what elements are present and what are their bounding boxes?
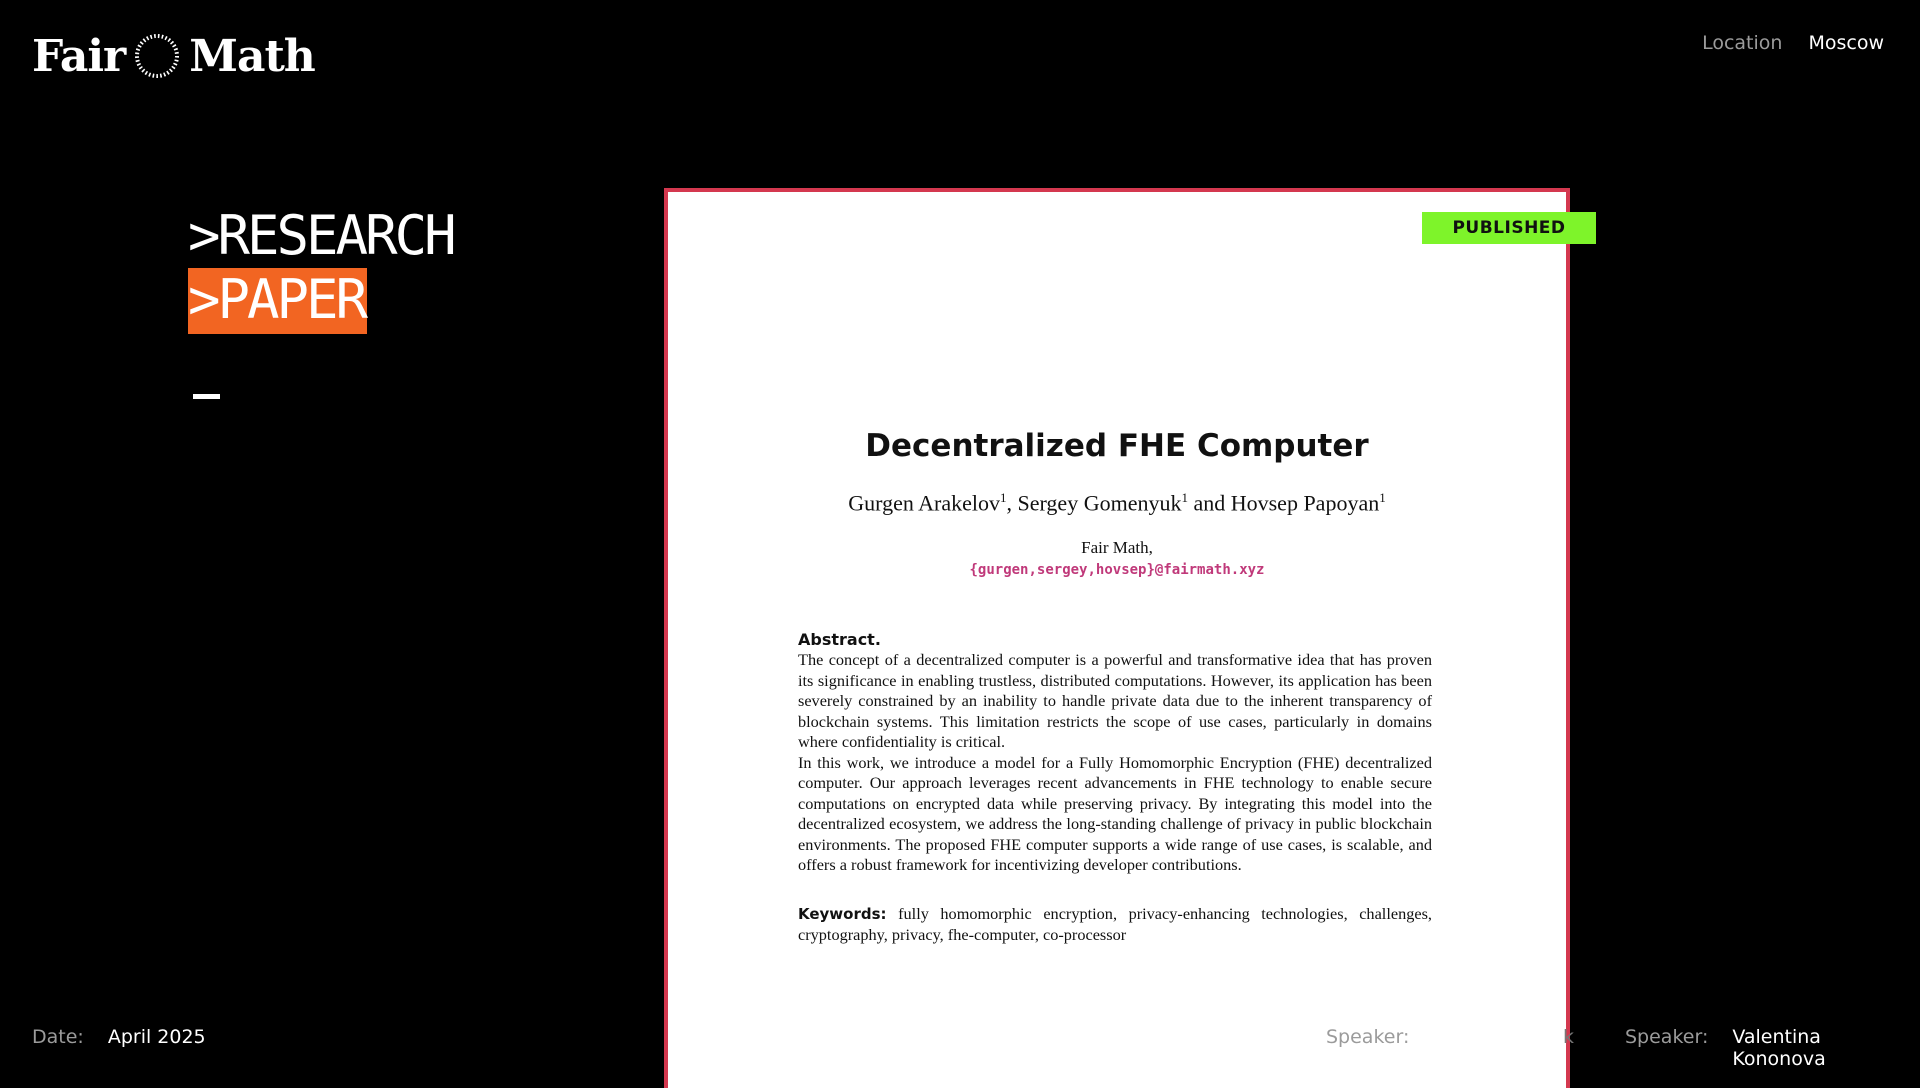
fair-math-logo[interactable] (32, 28, 315, 84)
author-separator: , (1006, 490, 1018, 516)
text-cursor (193, 394, 220, 399)
logo-text-fair: Fair (32, 30, 126, 82)
abstract-heading: Abstract. (798, 630, 881, 649)
abstract-body (798, 650, 1432, 876)
footer-speaker-1 (1326, 1026, 1409, 1048)
author-sup: 1 (1181, 490, 1188, 505)
location-label: Location (1702, 32, 1783, 54)
dotted-ring-icon (133, 32, 181, 80)
paper-authors (668, 490, 1566, 516)
location-value: Moscow (1808, 32, 1884, 54)
paper-title: Decentralized FHE Computer (865, 428, 1369, 464)
logo-text-math: Math (189, 30, 315, 82)
footer-date (32, 1026, 206, 1048)
paper-email[interactable]: {gurgen,sergey,hovsep}@fairmath.xyz (969, 562, 1265, 578)
date-label: Date: (32, 1026, 84, 1048)
abstract-paragraph: The concept of a decentralized computer is a powerful and transformative idea that has proven its significance in enabling trustless, distributed computations. However, its application has been severely constrained by an inability to handle private data due to the inherent transparency of blockchain systems. This limitation restricts the scope of use cases, particularly in domains where confidentiality is critical. (798, 650, 1432, 751)
author-name: Sergey Gomenyuk (1017, 490, 1182, 516)
published-badge: PUBLISHED (1422, 212, 1596, 244)
author-sup: 1 (1000, 490, 1007, 505)
paper-keywords (798, 904, 1432, 945)
author-sup: 1 (1379, 490, 1386, 505)
location-info (1702, 32, 1884, 54)
abstract-paragraph: In this work, we introduce a model for a Fully Homomorphic Encryption (FHE) decentralized computer. Our approach leverages recent advancements in FHE technology to enable secure computations on encrypted data while preserving privacy. By integrating this model into the decentralized ecosystem, we address the long-standing challenge of privacy in public blockchain environments. The proposed FHE computer supports a wide range of use cases, is scalable, and offers a robust framework for incentivizing developer contributions. (798, 752, 1432, 874)
paper-affiliation: Fair Math, (1081, 538, 1153, 557)
heading-paper: >PAPER (188, 268, 367, 334)
paper-preview[interactable] (664, 188, 1570, 1088)
speaker-label: Speaker: (1625, 1026, 1709, 1048)
speaker-name: Valentina Kononova (1732, 1026, 1826, 1070)
author-name: Gurgen Arakelov (848, 490, 1000, 516)
keywords-label: Keywords: (798, 905, 887, 923)
date-value: April 2025 (107, 1026, 206, 1048)
footer-speaker-2 (1625, 1026, 1920, 1070)
heading-research: >RESEARCH (188, 204, 454, 267)
author-name: Hovsep Papoyan (1230, 490, 1380, 516)
author-and: and (1187, 490, 1231, 516)
speaker-ghost-text: k (1563, 1026, 1575, 1048)
speaker-label: Speaker: (1326, 1026, 1410, 1048)
keywords-text: fully homomorphic encryption, privacy-enhancing technologies, challenges, cryptography, privacy, fhe-computer, co-processor (798, 904, 1432, 944)
